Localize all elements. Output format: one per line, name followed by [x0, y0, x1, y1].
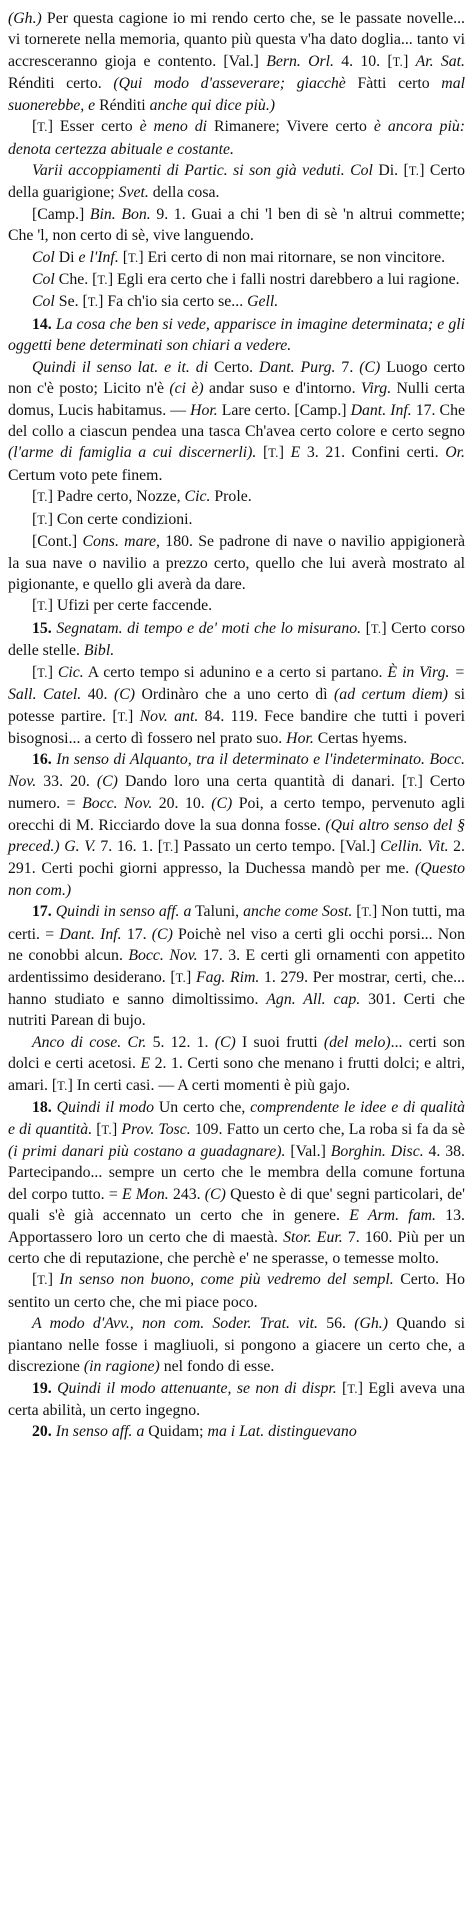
text-run: Borghin. Disc.: [330, 1142, 424, 1160]
text-run: (C): [151, 925, 173, 943]
dictionary-paragraph: [8, 314, 465, 357]
text-run: comprendente le idee e di qualità e di quantità.: [8, 1099, 465, 1138]
text-run: In senso non buono, come più vedremo del sempl.: [59, 1271, 394, 1289]
text-run: 1. 279. Per mostrar, certi, che... hanno studiato e sanno dimoltissimo.: [8, 968, 465, 1008]
text-run: 180. Se padrone di nave o navilio appigionerà la sua nave o navilio a prezzo certo, quello che lui averà mostrato al pigionante, e quello gli averà da dare.: [8, 533, 465, 593]
text-run: Nov. ant.: [139, 707, 199, 725]
section-number: 14.: [32, 315, 52, 333]
text-run: Fàtti certo: [345, 75, 442, 93]
dictionary-paragraph: [8, 1269, 465, 1313]
text-run: E Mon.: [121, 1185, 169, 1203]
dictionary-paragraph: [8, 618, 465, 662]
text-run: 109. Fatto un certo che, La roba si fa da sè: [190, 1120, 465, 1138]
text-run: (ad certum diem): [334, 686, 448, 704]
dictionary-paragraph: [8, 595, 465, 617]
text-run: Cellin. Vit.: [380, 838, 449, 856]
text-run: Nulli certa domus, Lucis habitamus. —: [8, 380, 465, 419]
dictionary-paragraph: [8, 291, 465, 313]
text-run: 3. 21. Confini certi.: [300, 444, 446, 462]
text-run: Per questa cagione io mi rendo certo che, se le passate novelle... vi tornerete nella memoria, quanto più questa v'ha dato doglia... tanto vi accresceranno gioja e contento. [Val.]: [8, 10, 465, 70]
text-run: 20. 10.: [152, 795, 212, 813]
text-run: Dant. Inf.: [59, 925, 122, 943]
dictionary-paragraph: [8, 204, 465, 247]
source-tag: T.: [370, 621, 382, 636]
text-run: Questo è di que' segni particolari, de' quali s'è già accennato un certo che in genere.: [8, 1185, 466, 1225]
text-run: A certo tempo si adunino e a certo si partano.: [83, 663, 388, 681]
text-run: 7. 16. 1. [: [95, 838, 163, 856]
text-run: Lare certo. [Camp.]: [217, 401, 351, 419]
text-run: ] Non tutti, ma certi. =: [8, 903, 466, 943]
source-tag: T.: [37, 490, 48, 505]
text-run: Hor.: [286, 729, 314, 747]
section-number: 16.: [32, 751, 52, 769]
source-tag: T.: [268, 446, 279, 461]
text-run: (Questo non com.): [8, 860, 465, 899]
text-run: (C): [96, 772, 118, 790]
text-run: Di: [54, 248, 79, 266]
text-run: mal suonerebbe, e: [8, 75, 465, 114]
text-run: (ci è): [169, 380, 204, 398]
text-run: ] Passato un certo tempo. [Val.]: [173, 838, 381, 856]
text-run: Bocc. Nov.: [128, 947, 198, 965]
text-run: [Val.]: [285, 1142, 331, 1160]
text-run: Cic.: [184, 488, 211, 506]
dictionary-paragraph: [8, 269, 465, 291]
source-tag: T.: [37, 1273, 48, 1288]
text-run: ] Eri certo di non mai ritornare, se non vincitore.: [138, 248, 446, 266]
text-run: Col: [32, 248, 55, 266]
text-run: Certas hyems.: [313, 729, 408, 747]
text-run: Or.: [445, 444, 465, 462]
text-run: ] In certi casi. — A certi momenti è più gajo.: [67, 1076, 351, 1094]
text-run: ]: [403, 52, 416, 70]
dictionary-paragraph: [8, 160, 465, 204]
text-run: (in ragione): [83, 1358, 160, 1376]
text-run: si potesse partire. [: [8, 686, 465, 725]
text-run: Dant. Inf.: [350, 401, 412, 419]
text-run: Che. [: [54, 271, 98, 289]
text-run: Svet.: [118, 184, 149, 202]
source-tag: T.: [37, 512, 48, 527]
text-run: nel fondo di esse.: [159, 1358, 275, 1376]
dictionary-paragraph: [8, 486, 465, 508]
source-tag: T.: [347, 1381, 358, 1396]
section-number: 18.: [32, 1099, 52, 1117]
text-run: Di. [: [372, 161, 409, 179]
text-run: In senso aff. a: [55, 1423, 145, 1441]
text-run: Quidam;: [144, 1423, 208, 1441]
text-run: Quindi il modo attenuante, se non di dispr.: [57, 1379, 337, 1397]
dictionary-paragraph: [8, 1032, 465, 1097]
text-run: (C): [204, 1185, 226, 1203]
text-run: 9. 1. Guai a chi 'l ben di sè 'n altrui commette; Che 'l, non certo di sè, vive languendo.: [8, 205, 466, 245]
text-run: [: [32, 663, 38, 681]
text-run: ma i Lat. distinguevano: [207, 1423, 357, 1441]
text-run: anche come Sost.: [243, 903, 353, 921]
text-run: 56.: [317, 1315, 355, 1333]
text-run: [Camp.]: [32, 205, 90, 223]
dictionary-paragraph: [8, 247, 465, 269]
text-run: 243.: [168, 1185, 205, 1203]
text-run: Poi, a certo tempo, pervenuto agli orecchi di M. Ricciardo dove la sua donna fosse.: [8, 795, 465, 834]
text-run: 4. 38. Partecipando... sempre un certo che le membra della comune fortuna del corpo tutto. =: [8, 1142, 465, 1203]
text-run: 33. 20.: [36, 772, 97, 790]
text-run: [: [32, 510, 38, 528]
text-run: 84. 119. Fece bandire che tutti i poveri bisognosi... a certo dì fossero nel prato suo.: [8, 707, 465, 747]
text-run: Quando si piantano nelle fosse i magliuoli, si pongono a giacere un certo che, a discrezione: [8, 1315, 465, 1376]
text-run: [: [256, 444, 269, 462]
text-run: Rénditi certo.: [8, 75, 114, 93]
text-run: [: [32, 1271, 38, 1289]
dictionary-paragraph: [8, 531, 465, 595]
text-run: G. V.: [64, 838, 96, 856]
text-run: [Cont.]: [32, 533, 83, 551]
text-run: Bocc. Nov.: [82, 795, 153, 813]
text-run: Quindi il modo: [56, 1099, 155, 1117]
text-run: Rénditi: [95, 96, 150, 114]
text-run: (del melo): [323, 1033, 391, 1051]
text-run: A modo d'Avv., non com. Soder. Trat. vit.: [32, 1315, 318, 1333]
text-run: 5. 12. 1.: [146, 1033, 215, 1051]
text-run: ]: [128, 707, 140, 725]
text-run: In senso di Alquanto, tra il determinato e l'indeterminato. Bocc. Nov.: [8, 751, 465, 790]
source-tag: T.: [175, 970, 187, 985]
text-run: ] Egli era certo che i falli nostri darebbero a lui ragione.: [107, 271, 460, 289]
text-run: anche qui dice più.): [149, 96, 276, 114]
text-run: Quindi il senso lat. e it. di: [32, 358, 209, 376]
text-run: 7. 160. Più per un certo che di reputazione, che perchè e' ne sperasse, o temesse molto.: [8, 1228, 465, 1268]
text-run: ] Certo della guarigione;: [8, 161, 466, 202]
dictionary-paragraph: [8, 749, 465, 901]
source-tag: T.: [408, 163, 420, 178]
text-run: Certo. Ho sentito un certo che, che mi piace poco.: [8, 1271, 465, 1311]
text-run: Taluni,: [191, 903, 244, 921]
text-run: Fag. Rim.: [195, 968, 260, 986]
text-run: è meno di: [139, 118, 207, 136]
text-run: 301. Certi che nutriti Parean di bujo.: [8, 990, 466, 1030]
text-run: [: [32, 488, 38, 506]
text-run: ] Con certe condizioni.: [47, 510, 193, 528]
text-run: E: [140, 1055, 151, 1073]
text-run: E Arm. fam.: [349, 1207, 436, 1225]
text-run: 2. 291. Certi pochi giorni appresso, la Duchessa mandò per me.: [8, 838, 466, 878]
text-run: ... certi son dolci e certi acetosi.: [8, 1033, 465, 1073]
section-number: 19.: [32, 1379, 52, 1397]
dictionary-paragraph: [8, 116, 465, 160]
text-run: ] Egli aveva una certa abilità, un certo ingegno.: [8, 1379, 465, 1419]
text-run: E: [290, 444, 301, 462]
text-run: Stor. Eur.: [283, 1228, 343, 1246]
text-run: Un certo che,: [154, 1099, 251, 1117]
source-tag: T.: [407, 774, 418, 789]
text-run: ] Certo corso delle stelle.: [8, 619, 465, 660]
source-tag: T.: [162, 840, 174, 855]
text-run: ]: [111, 1120, 122, 1138]
text-run: (C): [359, 358, 381, 376]
text-run: 2. 1. Certi sono che menano i frutti dolci; e altri, amari. [: [8, 1055, 466, 1094]
text-run: Bin. Bon.: [89, 205, 151, 223]
text-run: ] Esser certo: [47, 118, 140, 136]
text-run: [: [352, 903, 362, 921]
text-run: Virg.: [360, 380, 392, 398]
text-run: Hor.: [190, 401, 218, 419]
text-run: della cosa.: [148, 184, 220, 202]
source-tag: T.: [127, 250, 139, 265]
dictionary-paragraph: [8, 509, 465, 531]
text-run: Col: [32, 293, 55, 311]
text-run: Certo.: [208, 358, 260, 376]
text-run: [: [118, 248, 128, 266]
source-tag: T.: [37, 665, 48, 680]
text-run: Dando loro una certa quantità di danari. [: [117, 772, 408, 790]
text-run: Ar. Sat.: [415, 52, 465, 70]
text-run: [: [32, 118, 38, 136]
source-tag: T.: [97, 273, 108, 288]
text-run: Varii accoppiamenti di Partic. si son già veduti. Col: [32, 161, 373, 179]
text-run: Bern. Orl.: [266, 52, 335, 70]
text-run: Se. [: [54, 293, 88, 311]
section-number: 20.: [32, 1423, 52, 1441]
text-run: (Gh.): [354, 1315, 388, 1333]
text-run: (Qui altro senso del § preced.): [8, 816, 465, 856]
text-run: [: [336, 1379, 348, 1397]
text-run: (Gh.): [8, 10, 42, 27]
text-run: Sall. Catel.: [8, 686, 82, 704]
text-run: Anco di cose. Cr.: [32, 1033, 147, 1051]
text-run: (C): [113, 686, 136, 704]
text-run: Rimanere; Vivere certo: [207, 118, 374, 136]
text-run: [: [92, 1120, 102, 1138]
text-run: 13. Apportassero loro un certo che di maestà.: [8, 1207, 465, 1246]
text-run: ] Certo numero. =: [8, 772, 466, 813]
text-run: Prov. Tosc.: [121, 1120, 191, 1138]
text-run: ]: [278, 444, 291, 462]
text-run: andar suso e d'intorno.: [203, 380, 361, 398]
text-run: Bibl.: [83, 642, 115, 660]
text-run: 4. 10. [: [334, 52, 393, 70]
source-tag: T.: [37, 599, 48, 614]
source-tag: T.: [87, 295, 99, 310]
text-run: Prole.: [210, 488, 252, 506]
text-run: ]: [47, 1271, 60, 1289]
text-run: 17. Che del collo a ciascun pendea una tasca Ch'avea certo colore e certo segno: [8, 401, 465, 441]
source-tag: T.: [361, 905, 372, 920]
text-run: è ancora più: denota certezza abituale e costante.: [8, 118, 465, 158]
section-number: 17.: [32, 903, 52, 921]
text-run: Dant. Purg.: [259, 358, 336, 376]
text-run: Gell.: [247, 293, 279, 311]
section-number: 15.: [32, 619, 52, 637]
dictionary-paragraph: [8, 8, 465, 116]
text-run: [: [32, 597, 38, 615]
source-tag: T.: [392, 54, 404, 69]
text-run: Quindi in senso aff. a: [55, 903, 192, 921]
dictionary-paragraph: [8, 1378, 465, 1422]
text-run: I suoi frutti: [235, 1033, 324, 1051]
text-run: 17. 3. E certi gli ornamenti con appetito ardentissimo desiderano. [: [8, 947, 466, 986]
dictionary-paragraph: [8, 1097, 465, 1269]
text-run: ]: [47, 663, 58, 681]
text-run: È in Virg. =: [387, 663, 465, 681]
text-run: ]: [186, 968, 196, 986]
text-run: (Qui modo d'asseverare; giacchè: [113, 75, 346, 93]
text-run: (i primi danari più costano a guadagnare).: [8, 1142, 286, 1160]
dictionary-paragraph: [8, 357, 465, 487]
text-run: Agn. All. cap.: [266, 990, 361, 1008]
text-run: 7.: [335, 358, 360, 376]
text-run: Luogo certo non c'è posto; Licito n'è: [8, 358, 466, 398]
text-run: Ordinàro che a uno certo dì: [135, 686, 335, 704]
text-run: ] Fa ch'io sia certo se...: [98, 293, 248, 311]
text-run: e: [78, 248, 86, 266]
text-run: Certum voto pete finem.: [8, 466, 163, 484]
dictionary-paragraph: [8, 1421, 465, 1442]
text-run: Poichè nel viso a certi gli occhi porsi... Non ne conobbi alcun.: [8, 925, 465, 965]
text-run: (C): [211, 795, 233, 813]
text-run: La cosa che ben si vede, apparisce in imagine determinata; e gli oggetti bene determinati son chiari a vedere.: [8, 315, 465, 355]
source-tag: T.: [117, 709, 129, 724]
text-run: Col: [32, 271, 55, 289]
dictionary-paragraph: [8, 1313, 465, 1377]
dictionary-paragraph: [8, 662, 465, 750]
text-run: Cons. mare,: [82, 533, 161, 551]
text-run: l'Inf.: [89, 248, 119, 266]
text-run: (C): [214, 1033, 236, 1051]
text-run: ] Padre certo, Nozze,: [47, 488, 185, 506]
source-tag: T.: [37, 120, 48, 135]
source-tag: T.: [57, 1078, 68, 1093]
text-run: Cic.: [57, 663, 84, 681]
text-run: Segnatam. di tempo e de' moti che lo misurano.: [56, 619, 362, 637]
text-run: 40.: [81, 686, 114, 704]
text-run: [: [361, 619, 371, 637]
text-run: 17.: [121, 925, 152, 943]
dictionary-paragraph: [8, 901, 465, 1032]
source-tag: T.: [101, 1122, 112, 1137]
text-run: (l'arme di famiglia a cui discernerli).: [8, 444, 257, 462]
text-run: ] Ufizi per certe faccende.: [47, 597, 213, 615]
